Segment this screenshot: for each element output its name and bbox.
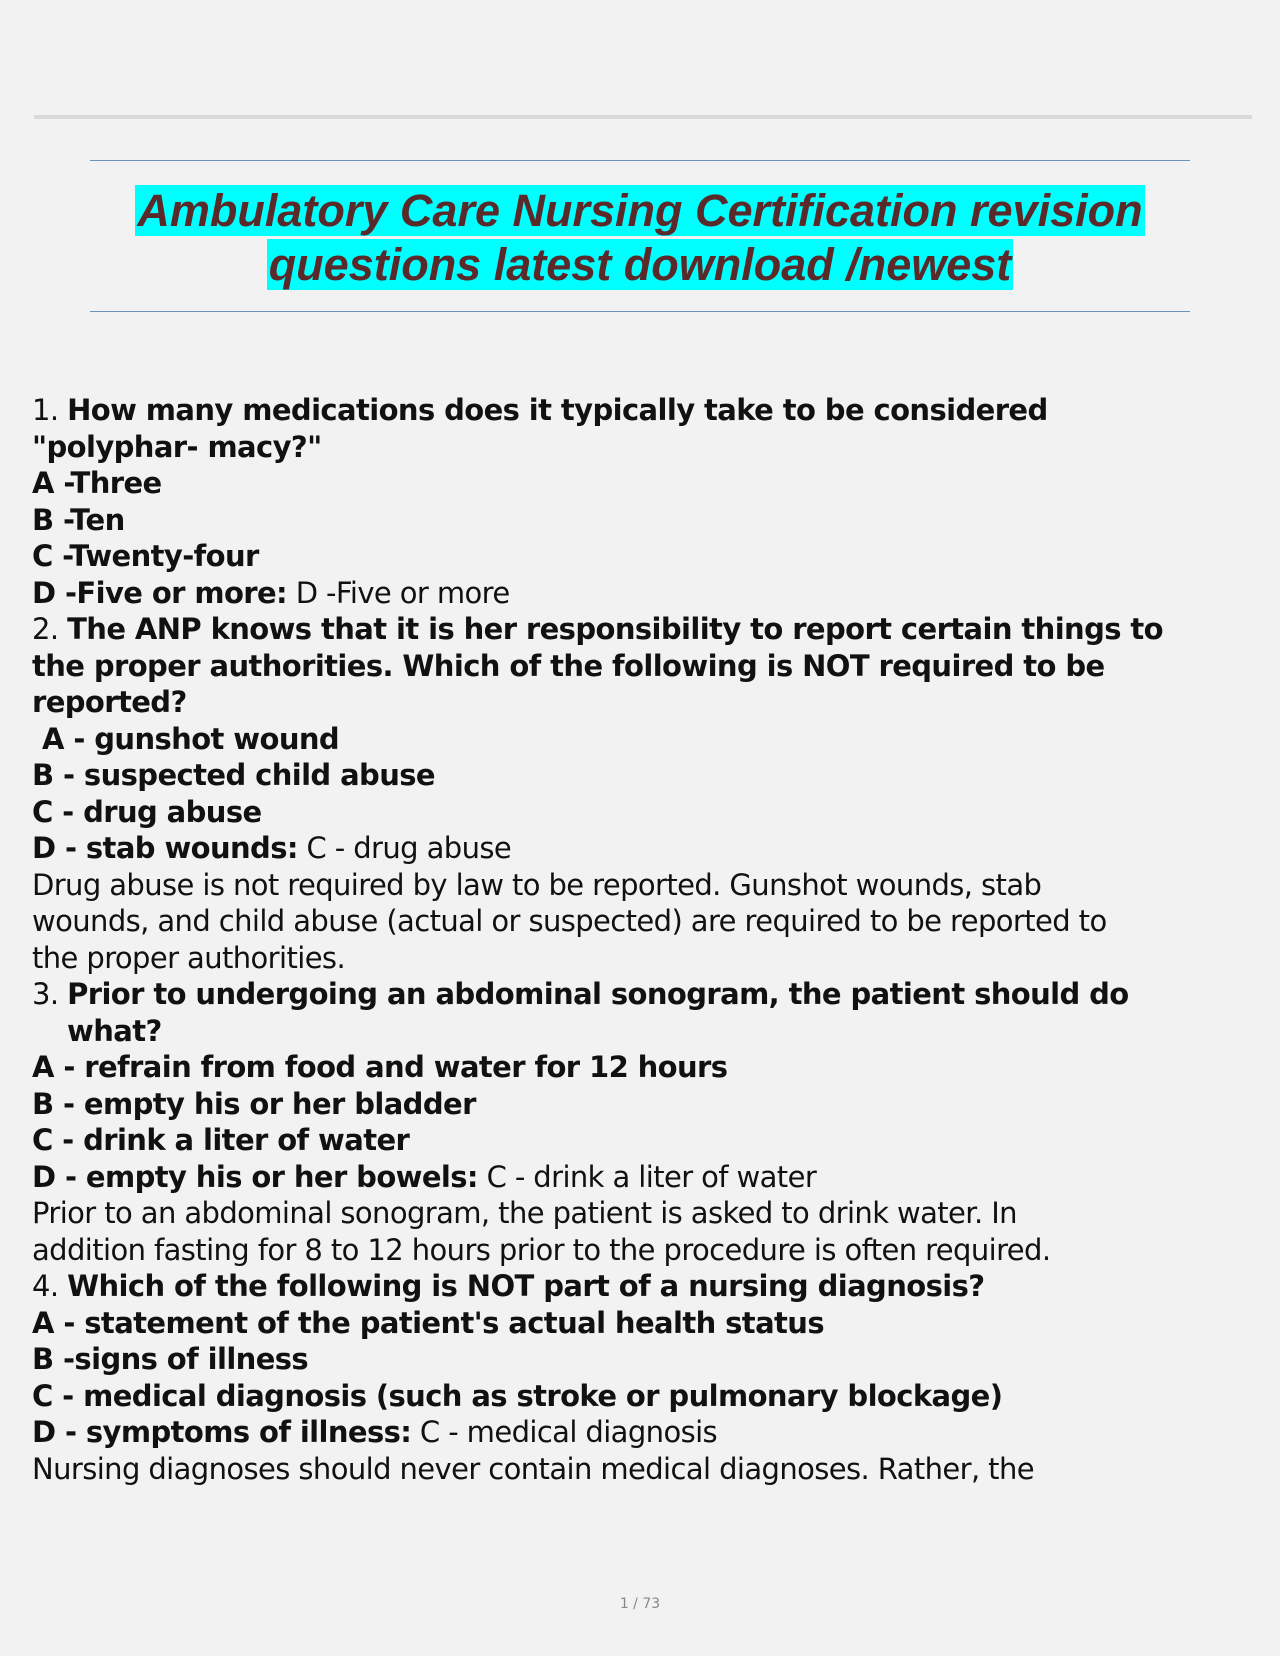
option-line — [32, 757, 1252, 794]
option-line — [32, 1049, 1252, 1086]
question-line — [32, 684, 1252, 721]
answer-option: D - stab wounds: — [32, 831, 298, 865]
explanation-line: Prior to an abdominal sonogram, the patient is asked to drink water. In — [32, 1196, 1017, 1230]
answer-option: D - empty his or her bowels: — [32, 1159, 478, 1194]
explanation-line: addition fasting for 8 to 12 hours prior to the procedure is often required. — [32, 1232, 1051, 1267]
question-text: Prior to undergoing an abdominal sonogram, the patient should do — [67, 977, 1129, 1011]
option-line — [32, 575, 1252, 612]
question-text: The ANP knows that it is her responsibility to report certain things to — [67, 612, 1163, 646]
question-text: How many medications does it typically take to be considered — [67, 393, 1048, 427]
answer-option: A - statement of the patient's actual health status — [32, 1305, 825, 1340]
question-line — [32, 611, 1252, 648]
option-line — [32, 465, 1252, 502]
option-line — [32, 721, 1252, 758]
viewer-top-divider — [34, 115, 1252, 119]
answer-option: B - suspected child abuse — [32, 758, 435, 792]
question-text: "polyphar- macy?" — [32, 429, 322, 464]
option-line — [32, 1414, 1252, 1451]
question-block — [32, 392, 1252, 611]
answer-option: A - refrain from food and water for 12 hours — [32, 1050, 728, 1084]
correct-answer: C - medical diagnosis — [419, 1415, 718, 1449]
answer-option: C - drink a liter of water — [32, 1123, 410, 1157]
question-text: what? — [67, 1013, 162, 1048]
document-title — [135, 184, 1144, 292]
question-line — [32, 392, 1252, 429]
option-line — [32, 830, 1252, 867]
question-text: Which of the following is NOT part of a nursing diagnosis? — [67, 1269, 985, 1303]
question-line — [32, 976, 1252, 1013]
option-line — [32, 538, 1252, 575]
answer-option: D -Five or more: — [32, 575, 288, 610]
correct-answer: D -Five or more — [295, 575, 510, 610]
option-line — [32, 1122, 1252, 1159]
answer-option: A -Three — [32, 466, 162, 500]
answer-option: C -Twenty-four — [32, 539, 259, 573]
option-line — [32, 794, 1252, 831]
question-block — [32, 611, 1252, 976]
explanation-line: Nursing diagnoses should never contain medical diagnoses. Rather, the — [32, 1451, 1034, 1486]
answer-option: B - empty his or her bladder — [32, 1086, 476, 1121]
question-block — [32, 1268, 1252, 1487]
question-block — [32, 976, 1252, 1268]
option-line — [32, 502, 1252, 539]
question-text: reported? — [32, 685, 187, 719]
question-line — [32, 1268, 1252, 1305]
answer-option: B -signs of illness — [32, 1342, 309, 1376]
answer-option: C - drug abuse — [32, 794, 262, 829]
explanation-line: wounds, and child abuse (actual or suspected) are required to be reported to — [32, 904, 1107, 938]
question-line — [32, 1013, 1252, 1050]
title-line-2: questions latest download /newest — [268, 239, 1012, 290]
answer-option: A - gunshot wound — [42, 721, 340, 756]
correct-answer: C - drink a liter of water — [486, 1159, 817, 1194]
explanation-line: the proper authorities. — [32, 940, 346, 975]
answer-option: B -Ten — [32, 502, 125, 537]
question-number: 4. — [32, 1269, 59, 1303]
question-number: 2. — [32, 612, 59, 646]
explanation-line: Drug abuse is not required by law to be reported. Gunshot wounds, stab — [32, 867, 1042, 902]
question-line — [32, 648, 1252, 685]
option-line — [32, 1305, 1252, 1342]
page-indicator: 1 / 73 — [619, 1596, 661, 1612]
option-line — [32, 1341, 1252, 1378]
question-number: 1. — [32, 393, 59, 427]
option-line — [32, 1378, 1252, 1415]
document-body — [32, 392, 1252, 1487]
question-number: 3. — [32, 977, 59, 1011]
title-line-1: Ambulatory Care Nursing Certification revision — [137, 185, 1143, 236]
answer-option: C - medical diagnosis (such as stroke or pulmonary blockage) — [32, 1378, 1003, 1413]
question-text: the proper authorities. Which of the following is NOT required to be — [32, 648, 1105, 683]
correct-answer: C - drug abuse — [306, 831, 512, 865]
question-line — [32, 429, 1252, 466]
option-line — [32, 1159, 1252, 1196]
document-title-block — [90, 160, 1190, 312]
option-line — [32, 1086, 1252, 1123]
answer-option: D - symptoms of illness: — [32, 1415, 412, 1449]
